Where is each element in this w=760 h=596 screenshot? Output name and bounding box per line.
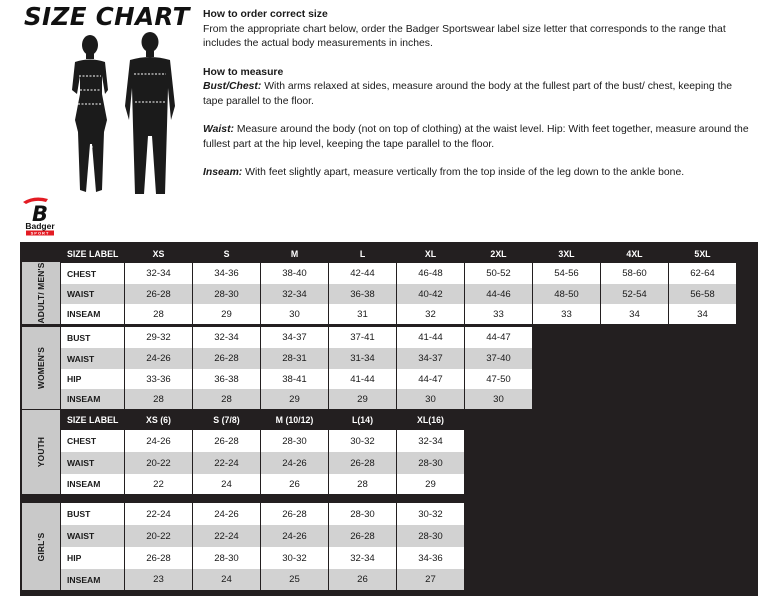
size-header: XS [152, 248, 165, 259]
svg-text:Badger: Badger [25, 221, 55, 231]
size-header: L(14) [351, 415, 374, 425]
size-chart-table [20, 242, 758, 596]
measurement-value: 44-47 [465, 327, 532, 348]
measurement-value: 58-60 [601, 263, 668, 284]
svg-text:SPORT: SPORT [30, 230, 50, 236]
measurement-value: 30 [397, 389, 464, 409]
section-label [22, 262, 60, 324]
measurement-value: 22-24 [193, 452, 260, 474]
measurement-value: 37-41 [329, 327, 396, 348]
waist-instructions [203, 123, 751, 152]
measurement-value: 32-34 [329, 547, 396, 569]
measurement-value: 26-28 [193, 430, 260, 452]
measurement-value: 22-24 [193, 525, 260, 547]
size-header: XL(16) [417, 415, 444, 425]
measurement-label: WAIST [61, 348, 124, 369]
measurement-value: 20-22 [125, 525, 192, 547]
measurement-value: 29 [329, 389, 396, 409]
measurement-value: 22 [125, 474, 192, 494]
measurement-value: 30-32 [329, 430, 396, 452]
measurement-label: INSEAM [61, 389, 124, 409]
measurement-value: 28 [329, 474, 396, 494]
inseam-label: Inseam: [203, 167, 243, 178]
measurement-value: 32 [397, 304, 464, 324]
measurement-value: 38-40 [261, 263, 328, 284]
measurement-value: 33 [465, 304, 532, 324]
order-text: From the appropriate chart below, order the Badger Sportswear label size letter that corresponds to the range that includes the actual body measurements in inches. [203, 23, 726, 49]
measurement-value: 34-36 [397, 547, 464, 569]
measurement-value: 30 [261, 304, 328, 324]
waist-text: Measure around the body (not on top of clothing) at the waist level. Hip: With feet together, measure around the fullest part at the hip level, keeping the tape parallel to the floor. [203, 124, 749, 150]
measurement-value: 28-30 [397, 525, 464, 547]
size-header: L [359, 248, 366, 259]
measurement-value: 28-30 [261, 430, 328, 452]
measurement-value: 37-40 [465, 348, 532, 369]
measurement-value: 26-28 [329, 452, 396, 474]
measurement-value: 28-30 [329, 503, 396, 525]
size-header: 2XL [490, 248, 507, 259]
measurement-value: 41-44 [397, 327, 464, 348]
measurement-value: 23 [125, 569, 192, 590]
measurement-value: 36-38 [329, 284, 396, 304]
size-header: M [290, 248, 299, 259]
bust-text: With arms relaxed at sides, measure around the body at the fullest part of the bust/ chest, keeping the tape parallel to the floor. [203, 81, 733, 107]
measurement-value: 29 [261, 389, 328, 409]
measurement-label: WAIST [61, 452, 124, 474]
measurement-value: 30 [465, 389, 532, 409]
measurement-value: 29 [397, 474, 464, 494]
measurement-value: 31-34 [329, 348, 396, 369]
measurement-value: 30-32 [397, 503, 464, 525]
measurement-value: 28-31 [261, 348, 328, 369]
measurement-value: 32-34 [261, 284, 328, 304]
section-label-text: WOMEN'S [36, 346, 46, 390]
measurement-value: 28-30 [193, 284, 260, 304]
measurement-label: WAIST [61, 525, 124, 547]
size-header: 3XL [558, 248, 575, 259]
size-header: XS (6) [146, 415, 171, 425]
measurement-value: 34 [669, 304, 736, 324]
measurement-label: INSEAM [61, 474, 124, 494]
measurement-value: 26-28 [125, 284, 192, 304]
section-label-text: YOUTH [36, 436, 46, 468]
measurement-value: 44-47 [397, 369, 464, 389]
inseam-text: With feet slightly apart, measure vertically from the top inside of the leg down to the ankle bone. [242, 167, 685, 178]
measurement-value: 33 [533, 304, 600, 324]
measurement-value: 50-52 [465, 263, 532, 284]
section-label [22, 327, 60, 409]
inseam-instructions [203, 166, 751, 181]
waist-label: Waist: [203, 124, 234, 135]
measurement-value: 28 [125, 389, 192, 409]
measurement-label: BUST [61, 503, 124, 525]
size-header: M (10/12) [275, 415, 314, 425]
measurement-value: 24-26 [125, 430, 192, 452]
size-header: S (7/8) [213, 415, 240, 425]
measurement-value: 24 [193, 569, 260, 590]
measurement-value: 28 [193, 389, 260, 409]
badger-logo-icon [20, 196, 64, 236]
measurement-value: 29 [193, 304, 260, 324]
measurement-value: 46-48 [397, 263, 464, 284]
size-header: 5XL [694, 248, 711, 259]
measurement-value: 44-46 [465, 284, 532, 304]
measurement-value: 25 [261, 569, 328, 590]
measurement-value: 32-34 [193, 327, 260, 348]
size-label-header: SIZE LABEL [67, 415, 119, 425]
measurement-value: 20-22 [125, 452, 192, 474]
measurement-value: 26-28 [261, 503, 328, 525]
measurement-value: 30-32 [261, 547, 328, 569]
measurement-value: 38-41 [261, 369, 328, 389]
size-label-header: SIZE LABEL [67, 248, 119, 259]
measurement-value: 29-32 [125, 327, 192, 348]
measurement-value: 52-54 [601, 284, 668, 304]
measurement-value: 48-50 [533, 284, 600, 304]
section-label-text: ADULT/ MEN'S [36, 262, 46, 324]
order-heading: How to order correct size [203, 9, 328, 20]
measurement-value: 26 [261, 474, 328, 494]
measurement-value: 62-64 [669, 263, 736, 284]
measurement-value: 34 [601, 304, 668, 324]
measurement-value: 24-26 [261, 525, 328, 547]
measurement-value: 26 [329, 569, 396, 590]
measurement-value: 47-50 [465, 369, 532, 389]
instructions [203, 8, 751, 181]
measurement-label: HIP [61, 547, 124, 569]
page-title: SIZE CHART [24, 2, 190, 31]
measurement-value: 24-26 [125, 348, 192, 369]
measurement-value: 22-24 [125, 503, 192, 525]
measurement-value: 34-36 [193, 263, 260, 284]
bust-label: Bust/Chest: [203, 81, 262, 92]
size-header: XL [424, 248, 437, 259]
measurement-value: 28-30 [397, 452, 464, 474]
measurement-value: 24-26 [261, 452, 328, 474]
size-header: S [223, 248, 230, 259]
measurement-label: BUST [61, 327, 124, 348]
measurement-value: 28-30 [193, 547, 260, 569]
measurement-label: INSEAM [61, 304, 124, 324]
measurement-value: 32-34 [125, 263, 192, 284]
measurement-value: 26-28 [329, 525, 396, 547]
measurement-label: CHEST [61, 263, 124, 284]
measurement-label: INSEAM [61, 569, 124, 590]
measurement-value: 40-42 [397, 284, 464, 304]
measurement-value: 34-37 [397, 348, 464, 369]
measurement-value: 26-28 [125, 547, 192, 569]
measurement-label: WAIST [61, 284, 124, 304]
measure-heading: How to measure [203, 66, 284, 78]
female-silhouette-icon [72, 35, 108, 192]
svg-text:B: B [31, 202, 49, 226]
measurement-label: CHEST [61, 430, 124, 452]
measurement-label: HIP [61, 369, 124, 389]
section-label-text: GIRL'S [36, 532, 46, 561]
section-label [22, 410, 60, 494]
measurement-value: 56-58 [669, 284, 736, 304]
measurement-value: 33-36 [125, 369, 192, 389]
measurement-value: 28 [125, 304, 192, 324]
measurement-value: 26-28 [193, 348, 260, 369]
bust-instructions [203, 80, 751, 109]
measurement-value: 24 [193, 474, 260, 494]
measurement-value: 34-37 [261, 327, 328, 348]
measurement-value: 41-44 [329, 369, 396, 389]
measurement-value: 54-56 [533, 263, 600, 284]
body-measurement-figures [62, 32, 180, 198]
measurement-value: 24-26 [193, 503, 260, 525]
measurement-value: 42-44 [329, 263, 396, 284]
size-header: 4XL [626, 248, 643, 259]
measurement-value: 32-34 [397, 430, 464, 452]
measurement-value: 31 [329, 304, 396, 324]
section-label [22, 503, 60, 590]
measurement-value: 27 [397, 569, 464, 590]
measurement-value: 36-38 [193, 369, 260, 389]
